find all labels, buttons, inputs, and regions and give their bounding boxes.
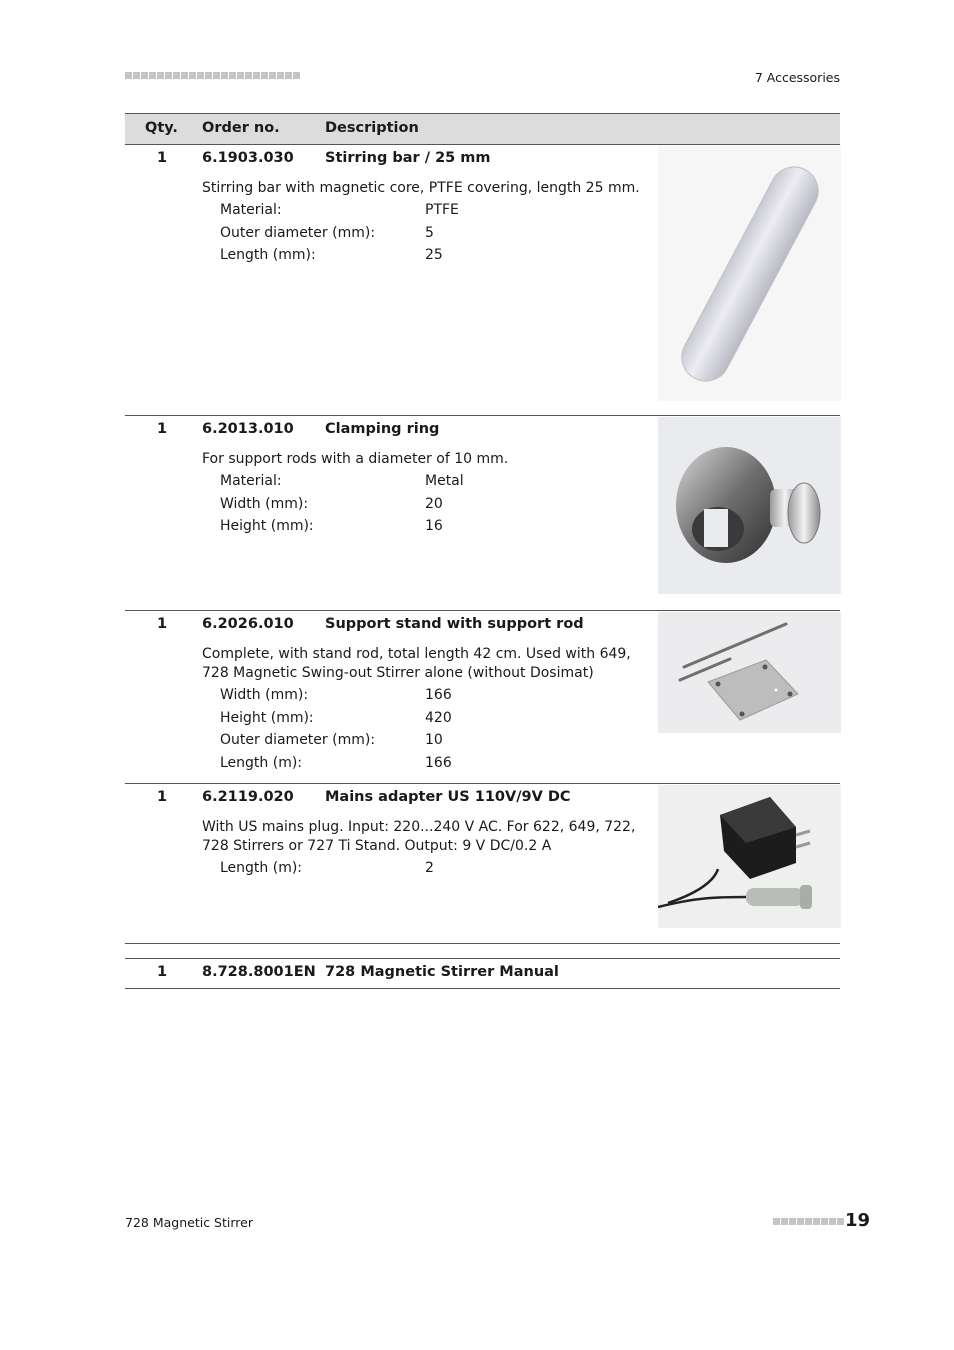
property-list (220, 202, 520, 270)
property-row (220, 518, 520, 541)
support-stand-photo (658, 612, 841, 733)
row-name: Support stand with support rod (325, 616, 584, 632)
property-row (220, 732, 520, 755)
property-list (220, 687, 520, 777)
table-row (125, 611, 840, 784)
row-qty: 1 (157, 616, 168, 632)
row-order-no: 6.2119.020 (202, 789, 294, 805)
property-label: Material: (220, 473, 282, 489)
row-order-no: 6.1903.030 (202, 150, 294, 166)
row-name: Clamping ring (325, 421, 440, 437)
page-number: 19 (845, 1210, 871, 1231)
property-value: 5 (425, 224, 434, 241)
row-description: For support rods with a diameter of 10 mm. (202, 451, 509, 467)
row-qty: 1 (157, 421, 168, 437)
property-value: Metal (425, 473, 464, 489)
clamping-ring-photo (658, 417, 841, 594)
table-row (125, 145, 840, 416)
row-order-no: 8.728.8001EN (202, 964, 316, 980)
property-label: Outer diameter (mm): (220, 732, 376, 748)
mains-adapter-photo (658, 785, 841, 928)
property-value: 166 (425, 687, 452, 703)
stirring-bar-photo (658, 146, 841, 401)
property-label: Height (mm): (220, 518, 314, 534)
document-title: 728 Magnetic Stirrer (125, 1215, 253, 1230)
property-value: 20 (425, 495, 443, 512)
header-decoration (125, 72, 300, 80)
property-value: 16 (425, 518, 443, 534)
row-qty: 1 (157, 150, 168, 166)
column-header-description: Description (325, 120, 419, 136)
property-value: 166 (425, 754, 452, 771)
property-row (220, 473, 520, 496)
property-row (220, 247, 520, 270)
table-row (125, 416, 840, 611)
property-label: Length (m): (220, 754, 303, 771)
property-row (220, 710, 520, 733)
property-row (220, 225, 520, 248)
row-description: Stirring bar with magnetic core, PTFE covering, length 25 mm. (202, 180, 640, 196)
row-qty: 1 (157, 789, 168, 805)
property-list (220, 860, 520, 883)
property-value: 2 (425, 860, 434, 876)
property-label: Width (mm): (220, 687, 309, 703)
property-value: PTFE (425, 202, 459, 218)
row-qty: 1 (157, 964, 168, 980)
property-label: Height (mm): (220, 709, 314, 726)
property-label: Outer diameter (mm): (220, 224, 376, 241)
table-row (125, 958, 840, 989)
property-row (220, 755, 520, 778)
property-list (220, 473, 520, 541)
property-row (220, 202, 520, 225)
row-description: Complete, with stand rod, total length 42 cm. Used with 649, 728 Magnetic Swing-out Stirrer alone (without Dosimat) (202, 646, 631, 681)
property-value: 10 (425, 732, 443, 748)
property-label: Material: (220, 202, 282, 218)
accessories-table (125, 113, 840, 989)
chapter-title: 7 Accessories (754, 70, 840, 85)
row-name: 728 Magnetic Stirrer Manual (325, 964, 559, 980)
column-header-qty: Qty. (145, 120, 178, 136)
property-label: Width (mm): (220, 495, 309, 512)
table-header (125, 113, 840, 145)
property-row (220, 496, 520, 519)
property-row (220, 860, 520, 883)
row-description: With US mains plug. Input: 220...240 V AC. For 622, 649, 722, 728 Stirrers or 727 Ti Stand. Output: 9 V DC/0.2 A (202, 819, 636, 854)
row-order-no: 6.2013.010 (202, 421, 294, 437)
property-value: 420 (425, 709, 452, 726)
property-row (220, 687, 520, 710)
table-row (125, 784, 840, 944)
property-label: Length (mm): (220, 247, 316, 263)
row-name: Stirring bar / 25 mm (325, 150, 491, 166)
row-order-no: 6.2026.010 (202, 616, 294, 632)
property-label: Length (m): (220, 860, 303, 876)
row-name: Mains adapter US 110V/9V DC (325, 789, 571, 805)
footer-decoration (773, 1218, 844, 1225)
column-header-order-no: Order no. (202, 120, 280, 136)
property-value: 25 (425, 247, 443, 263)
